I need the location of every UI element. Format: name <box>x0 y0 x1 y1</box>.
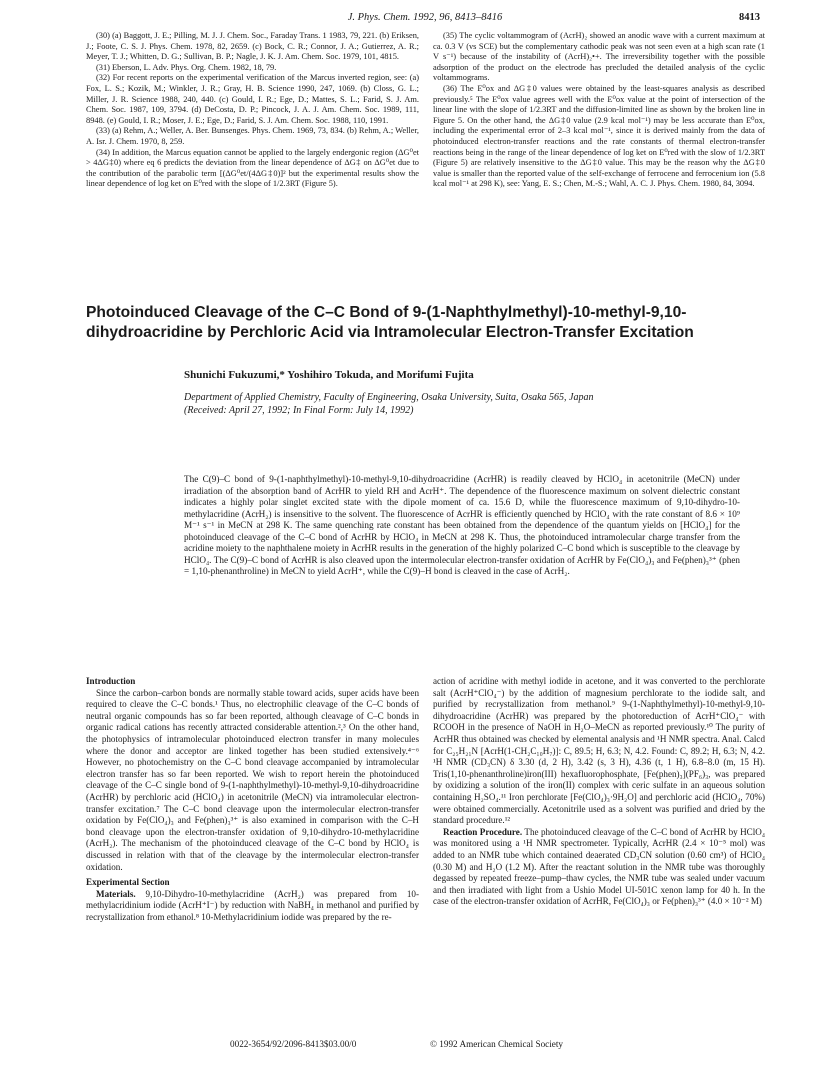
reference-item: (30) (a) Baggott, J. E.; Pilling, M. J. J. Chem. Soc., Faraday Trans. 1 1983, 79, 221. (b) Eriksen, J.; Foote, C. S. J. Phys. Chem. 1978, 82, 2659. (c) Bock, C. R.; Connor, J. A.; Gutierrez, A. R.; Meyer, T. J.; Whitten, D. G.; Sullivan, B. P.; Nagle, J. K. J. Am. Chem. Soc. 1979, 101, 4815. <box>86 31 419 62</box>
reference-item: (36) The E⁰ox and ΔG‡0 values were obtained by the least-squares analysis as described previously.⁵ The E⁰ox value agrees well with the E⁰ox value at the point of intersection of the linear line with the slope of 1/2.3RT and the diffusion-limited line as shown by the broken line in Figure 5. On the other hand, the ΔG‡0 value (2.9 kcal mol⁻¹) may be less accurate than E⁰ox, including the experimental error of 2–3 kcal mol⁻¹, since it is derived mainly from the data of photoinduced electron-transfer reactions and the rate constants of thermal electron-transfer reactions being in the range of the linear dependence of log ket on E⁰red with the slow of 1/2.3RT (Figure 5) are relatively insensitive to the ΔG‡0 value. This may be the reason why the ΔG‡0 value is smaller than the reported value of the self-exchange of ferrocene and ferrocenium ion (5.8 kcal mol⁻¹ at 298 K), see: Yang, E. S.; Chen, M.-S.; Wahl, A. C. J. Phys. Chem. 1980, 84, 3094. <box>433 83 765 189</box>
article-title: Photoinduced Cleavage of the C–C Bond of 9-(1-Naphthylmethyl)-10-methyl-9,10-dihydroacridine by Perchloric Acid via Intramolecular Electron-Transfer Excitation <box>86 304 694 341</box>
body-right-column <box>433 676 765 908</box>
journal-citation: J. Phys. Chem. 1992, 96, 8413–8416 <box>347 12 503 23</box>
authors: Shunichi Fukuzumi,* Yoshihiro Tokuda, and Morifumi Fujita <box>184 369 474 381</box>
abstract: The C(9)–C bond of 9-(1-naphthylmethyl)-10-methyl-9,10-dihydroacridine (AcrHR) is readily cleaved by HClO₄ in acetonitrile (MeCN) under irradiation of the absorption band of AcrHR to yield RH and AcrH⁺. The dependence of the fluorescence maximum on solvent dielectric constant indicates a highly polar singlet excited state with the dipole moment of ca. 15.6 D, while the fluorescence maximum of 9,10-dihydro-10-methylacridine (AcrH₂) is insensitive to the solvent. The fluorescence of AcrHR is efficiently quenched by HClO₄ with the rate constant of 8.6 × 10⁹ M⁻¹ s⁻¹ in MeCN at 298 K. The same quenching rate constant has been obtained from the dependence of the quantum yields on [HClO₄] for the photoinduced cleavage of the C–C bond of AcrHR by HClO₄ in MeCN at 298 K. Thus, the photoinduced intramolecular charge transfer from the acridine moiety to the naphthalene moiety in AcrHR results in the generation of the highly polarized C–C bond which is susceptible to the cleavage by HClO₄. The C(9)–C bond of AcrHR is also cleaved upon the intermolecular electron-transfer oxidation of AcrHR by Fe(ClO₄)₃ and Fe(phen)₃³⁺ (phen = 1,10-phenanthroline) in MeCN to yield AcrH⁺, while the C(9)–H bond is cleaved in the case of AcrH₂. <box>184 474 740 576</box>
reference-item: (34) In addition, the Marcus equation cannot be applied to the largely endergonic region (ΔG⁰et > 4ΔG‡0) where eq 6 predicts the deviation from the linear dependence of ΔG‡ on ΔG⁰et due to the contribution of the parabolic term [(ΔG⁰et/(4ΔG‡0)]² but the experimental results show the linear dependence of log ket on E⁰red with the slope of 1/2.3RT (Figure 5). <box>86 147 419 189</box>
article-code: 0022-3654/92/2096-8413$03.00/0 <box>230 1039 357 1049</box>
reaction-procedure-paragraph <box>433 827 765 908</box>
running-header <box>90 12 760 26</box>
materials-text: 9,10-Dihydro-10-methylacridine (AcrH₂) was prepared from 10-methylacridinium iodide (AcrH⁺I⁻) by reduction with NaBH₄ in methanol and purified by recrystallization from ethanol.⁸ 10-Methylacridinium iodide was prepared by the re- <box>86 888 419 922</box>
materials-paragraph <box>86 889 419 924</box>
reaction-procedure-text: The photoinduced cleavage of the C–C bond of AcrHR by HClO₄ was monitored using a ¹H NMR spectrometer. Typically, AcrHR (2.4 × 10⁻⁵ mol) was added to an NMR tube which contained deaerated CD₃CN solution (0.60 cm³) of HClO₄ (0.30 M) and H₂O (1.2 M). After the reactant solution in the NMR tube was thoroughly degassed by repeated freeze–pump–thaw cycles, the NMR tube was sealed under vacuum and then irradiated with light from a Ushio Model UI-501C xenon lamp for 40 h. In the case of the electron-transfer oxidation of AcrHR, Fe(ClO₄)₃ or Fe(phen)₃³⁺ (4.0 × 10⁻² M) <box>433 826 765 907</box>
reference-item: (33) (a) Rehm, A.; Weller, A. Ber. Bunsenges. Phys. Chem. 1969, 73, 834. (b) Rehm, A.; Weller, A. Isr. J. Chem. 1970, 8, 259. <box>86 126 419 146</box>
references-right-column <box>433 31 765 190</box>
reference-item: (32) For recent reports on the experimental verification of the Marcus inverted region, see: (a) Fox, L. S.; Kozik, M.; Winkler, J. R.; Gray, H. B. Science 1990, 247, 1069. (b) Closs, G. L.; Miller, J. R. Science 1988, 240, 440. (c) Gould, I. R.; Ege, D.; Mattes, S. L.; Farid, S. J. Am. Chem. Soc. 1987, 109, 3794. (d) DeCosta, D. P.; Pincock, J. A. J. Am. Chem. Soc. 1989, 111, 8948. (e) Gould, I. R.; Moser, J. E.; Ege, D.; Farid, S. J. Am. Chem. Soc. 1988, 110, 1991. <box>86 73 419 125</box>
page-number: 8413 <box>739 12 760 23</box>
run-in-heading-materials: Materials. <box>96 888 136 899</box>
affiliation: Department of Applied Chemistry, Faculty of Engineering, Osaka University, Suita, Osaka 565, Japan <box>184 392 594 403</box>
received-dates: (Received: April 27, 1992; In Final Form: July 14, 1992) <box>184 405 414 416</box>
section-heading-introduction: Introduction <box>86 676 136 686</box>
body-left-column <box>86 676 419 923</box>
affiliation-block <box>184 391 744 417</box>
introduction-paragraph: Since the carbon–carbon bonds are normally stable toward acids, super acids have been required to cleave the C–C bonds.¹ Thus, no electrophilic cleavage of the C–C bonds of neutral organic compounds has so far been reported, although cleavage of C–C bonds in organic radical cations has recently attracted considerable attention.²,³ On the other hand, the photophysics of intramolecular photoinduced electron transfer in many molecules where the donor and acceptor are linked together has been studied extensively.⁴⁻⁶ However, no photochemistry on the C–C bond cleavage accompanied by intramolecular electron transfer has so far been reported. We wish to report herein the photoinduced cleavage of the C–C single bond of 9-(1-naphthylmethyl)-10-methyl-9,10-dihydroacridine (AcrHR) by perchloric acid (HClO₄) in acetonitrile (MeCN) via intramolecular electron-transfer excitation.⁷ The C–C bond cleavage upon the intermolecular electron-transfer oxidation by Fe(ClO₄)₃ and Fe(phen)₃³⁺ is also examined in comparison with the C–H bond cleavage upon the electron-transfer oxidation of 9,10-dihydro-10-methylacridine (AcrH₂). The mechanism of the photoinduced cleavage of the C–C bond by HClO₄ is discussed in relation with that of the cleavage by the intermolecular electron-transfer oxidation. <box>86 687 419 872</box>
copyright-notice: © 1992 American Chemical Society <box>430 1039 564 1049</box>
run-in-heading-reaction-procedure: Reaction Procedure. <box>443 826 523 837</box>
reference-item: (35) The cyclic voltammogram of (AcrH)₂ showed an anodic wave with a current maximum at ca. 0.3 V (vs SCE) but the complementary cathodic peak was not seen even at a high scan rate (1 V s⁻¹) because of the instability of (AcrH)₂•+. The irreversibility together with the possible adsorption of the product on the electrode has precluded the detailed analysis of the cyclic voltammograms. <box>433 31 765 83</box>
references-left-column <box>86 31 419 190</box>
section-heading-experimental: Experimental Section <box>86 877 170 888</box>
materials-continued-paragraph: action of acridine with methyl iodide in acetone, and it was converted to the perchlorate salt (AcrH⁺ClO₄⁻) by the addition of magnesium perchlorate to the iodide salt, and purified by recrystallization from methanol.⁹ 9-(1-Naphthylmethyl)-10-methyl-9,10-dihydroacridine (AcrHR) was prepared by the photoreduction of AcrH⁺ClO₄⁻ with RCOOH in the presence of NaOH in H₂O–MeCN as reported previously.¹⁰ The purity of AcrHR thus obtained was checked by elemental analysis and ¹H NMR spectra. Anal. Calcd for C₂₅H₂₁N [AcrH(1-CH₂C₁₀H₇)]: C, 89.5; H, 6.3; N, 4.2. Found: C, 89.2; H, 6.3; N, 4.2. ¹H NMR (CD₃CN) δ 3.30 (d, 2 H), 3.42 (s, 3 H), 4.36 (t, 1 H), 6.8–8.0 (m, 15 H). Tris(1,10-phenanthroline)iron(III) hexafluorophosphate, [Fe(phen)₃](PF₆)₃, was prepared by oxidizing a solution of the iron(II) complex with ceric sulfate in an aqueous solution containing H₂SO₄.¹¹ Iron perchlorate [Fe(ClO₄)₃·9H₂O] and perchloric acid (HClO₄, 70%) were obtained commercially. Acetonitrile used as a solvent was purified and dried by the standard procedure.¹² <box>433 676 765 826</box>
reference-item: (31) Eberson, L. Adv. Phys. Org. Chem. 1982, 18, 79. <box>96 62 277 72</box>
